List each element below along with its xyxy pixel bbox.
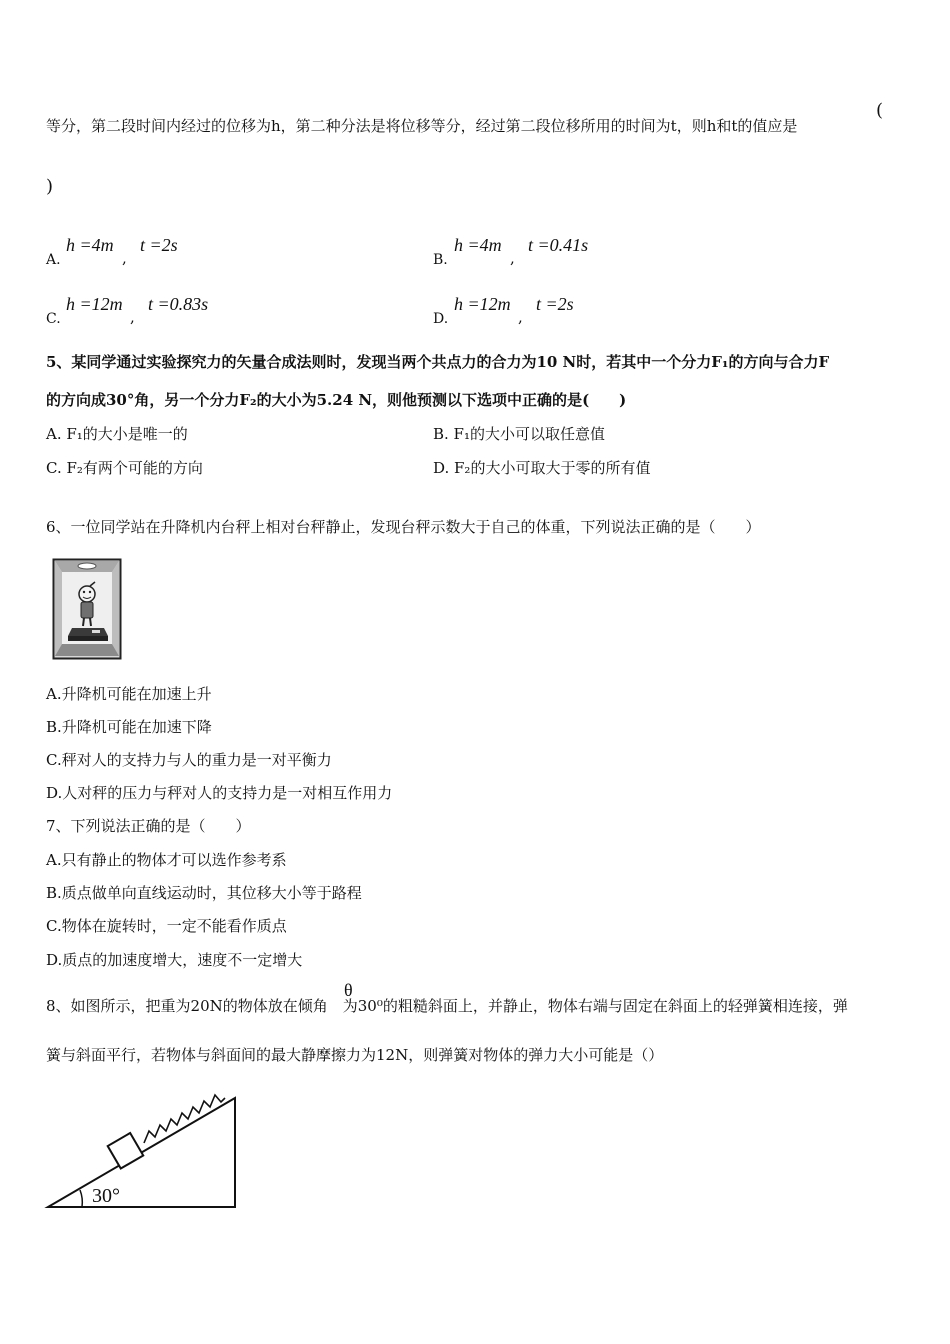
q5-stem-line1: 5、某同学通过实验探究力的矢量合成法则时，发现当两个共点力的合力为10 N时，若其中一个分力F₁的方向与合力F	[46, 353, 830, 371]
q5-option-a: A. F₁的大小是唯一的	[46, 425, 188, 443]
q4-option-c-sep: ,	[130, 308, 135, 326]
q4-option-d-h: h =12m	[454, 294, 511, 314]
q8-theta-symbol: θ	[344, 980, 353, 1000]
q4-option-d-sep: ,	[518, 308, 523, 326]
q4-option-a-t: t =2s	[140, 235, 178, 255]
elevator-illustration	[52, 558, 122, 660]
q4-option-a-h: h =4m	[66, 235, 114, 255]
q5-option-c: C. F₂有两个可能的方向	[46, 459, 203, 477]
q8-stem-line1: 8、如图所示，把重为20N的物体放在倾角 为30⁰的粗糙斜面上，并静止，物体右端与固定在斜面上的轻弹簧相连接，弹	[46, 997, 848, 1015]
q8-stem-line2: 簧与斜面平行，若物体与斜面间的最大静摩擦力为12N，则弹簧对物体的弹力大小可能是（）	[46, 1046, 664, 1064]
q6-stem: 6、一位同学站在升降机内台秤上相对台秤静止，发现台秤示数大于自己的体重，下列说法正确的是（ ）	[46, 518, 761, 536]
q4-stem-line1: 等分，第二段时间内经过的位移为h，第二种分法是将位移等分，经过第二段位移所用的时间为t，则h和t的值应是	[46, 117, 798, 135]
q4-option-d-t: t =2s	[536, 294, 574, 314]
q6-option-a: A.升降机可能在加速上升	[46, 685, 212, 703]
q6-option-c: C.秤对人的支持力与人的重力是一对平衡力	[46, 751, 332, 769]
q4-option-c-h: h =12m	[66, 294, 123, 314]
q7-option-c: C.物体在旋转时，一定不能看作质点	[46, 917, 287, 935]
q4-option-d-label: D.	[433, 311, 449, 327]
spring	[144, 1095, 225, 1143]
q4-option-a-sep: ,	[122, 249, 127, 267]
q4-option-b-h: h =4m	[454, 235, 502, 255]
block	[108, 1133, 144, 1169]
q4-close-paren: )	[46, 176, 54, 197]
q4-option-c-t: t =0.83s	[148, 294, 209, 314]
q4-open-paren: (	[876, 100, 884, 121]
q7-option-a: A.只有静止的物体才可以选作参考系	[46, 851, 287, 869]
q4-option-b-sep: ,	[510, 249, 515, 267]
angle-arc	[80, 1190, 82, 1207]
incline-spring-diagram	[44, 1072, 240, 1212]
q5-option-b: B. F₁的大小可以取任意值	[433, 425, 605, 443]
q4-option-b-t: t =0.41s	[528, 235, 589, 255]
q5-option-d: D. F₂的大小可取大于零的所有值	[433, 459, 651, 477]
q7-stem: 7、下列说法正确的是（ ）	[46, 817, 251, 835]
q5-stem-line2: 的方向成30°角，另一个分力F₂的大小为5.24 N，则他预测以下选项中正确的是( )	[46, 391, 627, 409]
q6-option-d: D.人对秤的压力与秤对人的支持力是一对相互作用力	[46, 784, 393, 802]
q7-option-d: D.质点的加速度增大，速度不一定增大	[46, 951, 303, 969]
q4-option-c-label: C.	[46, 311, 61, 327]
q4-option-a-label: A.	[46, 252, 61, 268]
angle-label: 30°	[92, 1185, 120, 1207]
q4-option-b-label: B.	[433, 252, 448, 268]
q6-option-b: B.升降机可能在加速下降	[46, 718, 212, 736]
q7-option-b: B.质点做单向直线运动时，其位移大小等于路程	[46, 884, 362, 902]
